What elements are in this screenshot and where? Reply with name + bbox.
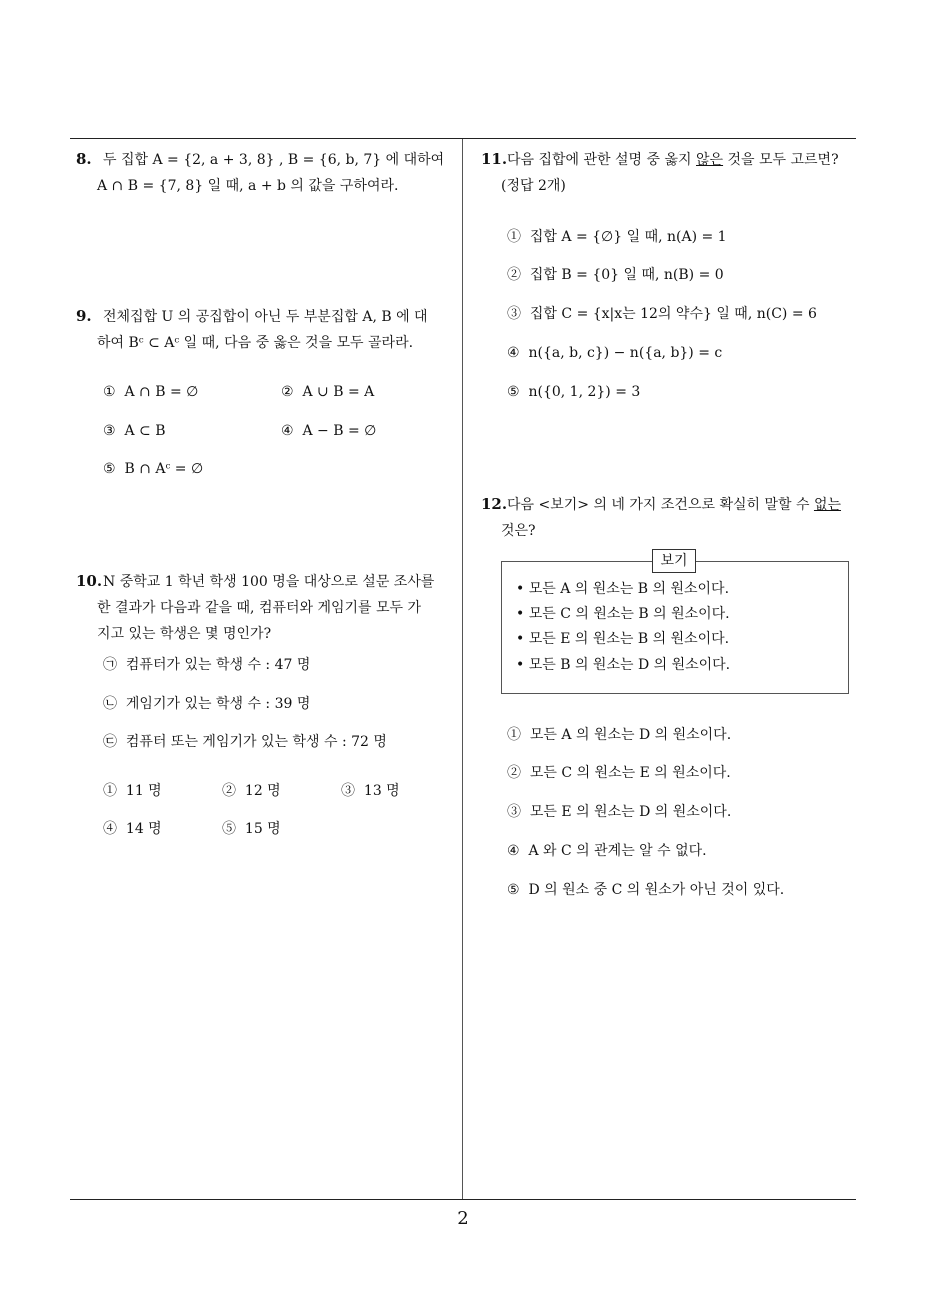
option-mark: ③ (341, 783, 355, 799)
bogi-title: 보기 (652, 549, 696, 573)
option-mark: ④ (103, 821, 117, 837)
option-1[interactable] (103, 382, 198, 402)
option-mark: ⑤ (222, 821, 236, 837)
option-text: A ∩ B = ∅ (124, 384, 199, 400)
option-text: n({a, b, c}) − n({a, b}) = c (528, 345, 723, 361)
question-text-part: 다음 집합에 관한 설명 중 옳지 (507, 152, 696, 168)
question-text: 두 집합 A = {2, a + 3, 8} , B = {6, b, 7} 에 대하여 (103, 152, 445, 168)
option-5[interactable] (103, 459, 203, 479)
option-mark: ④ (507, 843, 520, 859)
option-text: 집합 B = {0} 일 때, n(B) = 0 (529, 267, 724, 283)
bogi-item: • 모든 E 의 원소는 B 의 원소이다. (516, 631, 730, 647)
question-text (507, 495, 841, 515)
option-3[interactable] (103, 421, 166, 441)
page-number: 2 (457, 1208, 469, 1229)
condition-text: 게임기가 있는 학생 수 : 39 명 (125, 696, 311, 712)
option-mark: ② (507, 765, 521, 781)
option-text: 14 명 (125, 821, 162, 837)
option-text: D 의 원소 중 C 의 원소가 아닌 것이 있다. (528, 882, 785, 898)
option-text: 모든 C 의 원소는 E 의 원소이다. (529, 765, 731, 781)
question-text-part: 것을 모두 고르면? (723, 152, 839, 168)
option-3[interactable] (507, 304, 817, 324)
option-text: 13 명 (363, 783, 400, 799)
question-number: 8. (76, 150, 92, 168)
condition-mark: ㉠ (103, 657, 117, 673)
condition-mark: ㉢ (103, 734, 117, 750)
question-number: 12. (481, 495, 508, 513)
bogi-item: • 모든 C 의 원소는 B 의 원소이다. (516, 606, 730, 622)
question-text-part: 다음 <보기> 의 네 가지 조건으로 확실히 말할 수 (507, 497, 814, 513)
option-mark: ③ (507, 804, 521, 820)
question-text: 지고 있는 학생은 몇 명인가? (97, 626, 272, 642)
option-5[interactable] (222, 819, 281, 839)
question-number: 11. (481, 150, 508, 168)
option-text: B ∩ Aᶜ = ∅ (124, 461, 204, 477)
question-text: 한 결과가 다음과 같을 때, 컴퓨터와 게임기를 모두 가 (97, 600, 422, 616)
option-2[interactable] (507, 265, 724, 285)
option-text: A ⊂ B (124, 423, 166, 439)
option-4[interactable] (103, 819, 162, 839)
question-text (507, 150, 839, 170)
option-2[interactable] (281, 382, 374, 402)
option-mark: ③ (507, 306, 521, 322)
condition-text: 컴퓨터가 있는 학생 수 : 47 명 (125, 657, 311, 673)
option-text: 모든 A 의 원소는 D 의 원소이다. (529, 727, 732, 743)
condition-text: 컴퓨터 또는 게임기가 있는 학생 수 : 72 명 (125, 734, 387, 750)
option-4[interactable] (281, 421, 376, 441)
option-text: A 와 C 의 관계는 알 수 없다. (528, 843, 707, 859)
option-5[interactable] (507, 382, 640, 402)
question-text: N 중학교 1 학년 학생 100 명을 대상으로 설문 조사를 (103, 574, 435, 590)
option-mark: ② (281, 384, 294, 400)
option-mark: ④ (281, 423, 294, 439)
column-divider (462, 139, 463, 1199)
option-1[interactable] (507, 227, 727, 247)
option-mark: ③ (103, 423, 116, 439)
bogi-item: • 모든 B 의 원소는 D 의 원소이다. (516, 657, 731, 673)
option-text: A − B = ∅ (302, 423, 377, 439)
option-5[interactable] (507, 880, 784, 900)
option-mark: ④ (507, 345, 520, 361)
option-text: 집합 C = {x|x는 12의 약수} 일 때, n(C) = 6 (529, 306, 817, 322)
option-4[interactable] (507, 841, 707, 861)
question-text: 하여 Bᶜ ⊂ Aᶜ 일 때, 다음 중 옳은 것을 모두 골라라. (97, 335, 414, 351)
header-rule (70, 138, 856, 139)
question-text: 것은? (501, 523, 536, 539)
condition-1 (103, 655, 310, 675)
option-text: A ∪ B = A (302, 384, 375, 400)
question-number: 10. (76, 572, 103, 590)
option-mark: ① (103, 783, 117, 799)
option-mark: ① (507, 229, 521, 245)
option-text: 모든 E 의 원소는 D 의 원소이다. (529, 804, 732, 820)
question-text: 전체집합 U 의 공집합이 아닌 두 부분집합 A, B 에 대 (103, 309, 428, 325)
bogi-item: • 모든 A 의 원소는 B 의 원소이다. (516, 581, 730, 597)
option-text: n({0, 1, 2}) = 3 (528, 384, 641, 400)
option-text: 11 명 (125, 783, 162, 799)
underlined-word: 없는 (813, 497, 842, 513)
option-2[interactable] (507, 763, 731, 783)
condition-3 (103, 732, 387, 752)
question-text: (정답 2개) (501, 178, 566, 194)
question-number: 9. (76, 307, 92, 325)
option-3[interactable] (341, 781, 400, 801)
question-text: A ∩ B = {7, 8} 일 때, a + b 의 값을 구하여라. (97, 178, 399, 194)
option-1[interactable] (103, 781, 162, 801)
option-mark: ⑤ (507, 384, 520, 400)
option-mark: ⑤ (103, 461, 116, 477)
option-mark: ① (103, 384, 116, 400)
option-2[interactable] (222, 781, 281, 801)
option-mark: ① (507, 727, 521, 743)
option-4[interactable] (507, 343, 722, 363)
option-text: 12 명 (244, 783, 281, 799)
option-text: 집합 A = {∅} 일 때, n(A) = 1 (529, 229, 727, 245)
condition-2 (103, 694, 310, 714)
option-mark: ② (222, 783, 236, 799)
underlined-word: 않은 (696, 152, 724, 168)
option-text: 15 명 (244, 821, 281, 837)
footer-rule (70, 1199, 856, 1200)
option-1[interactable] (507, 725, 731, 745)
option-mark: ⑤ (507, 882, 520, 898)
condition-mark: ㉡ (103, 696, 117, 712)
option-mark: ② (507, 267, 521, 283)
option-3[interactable] (507, 802, 731, 822)
